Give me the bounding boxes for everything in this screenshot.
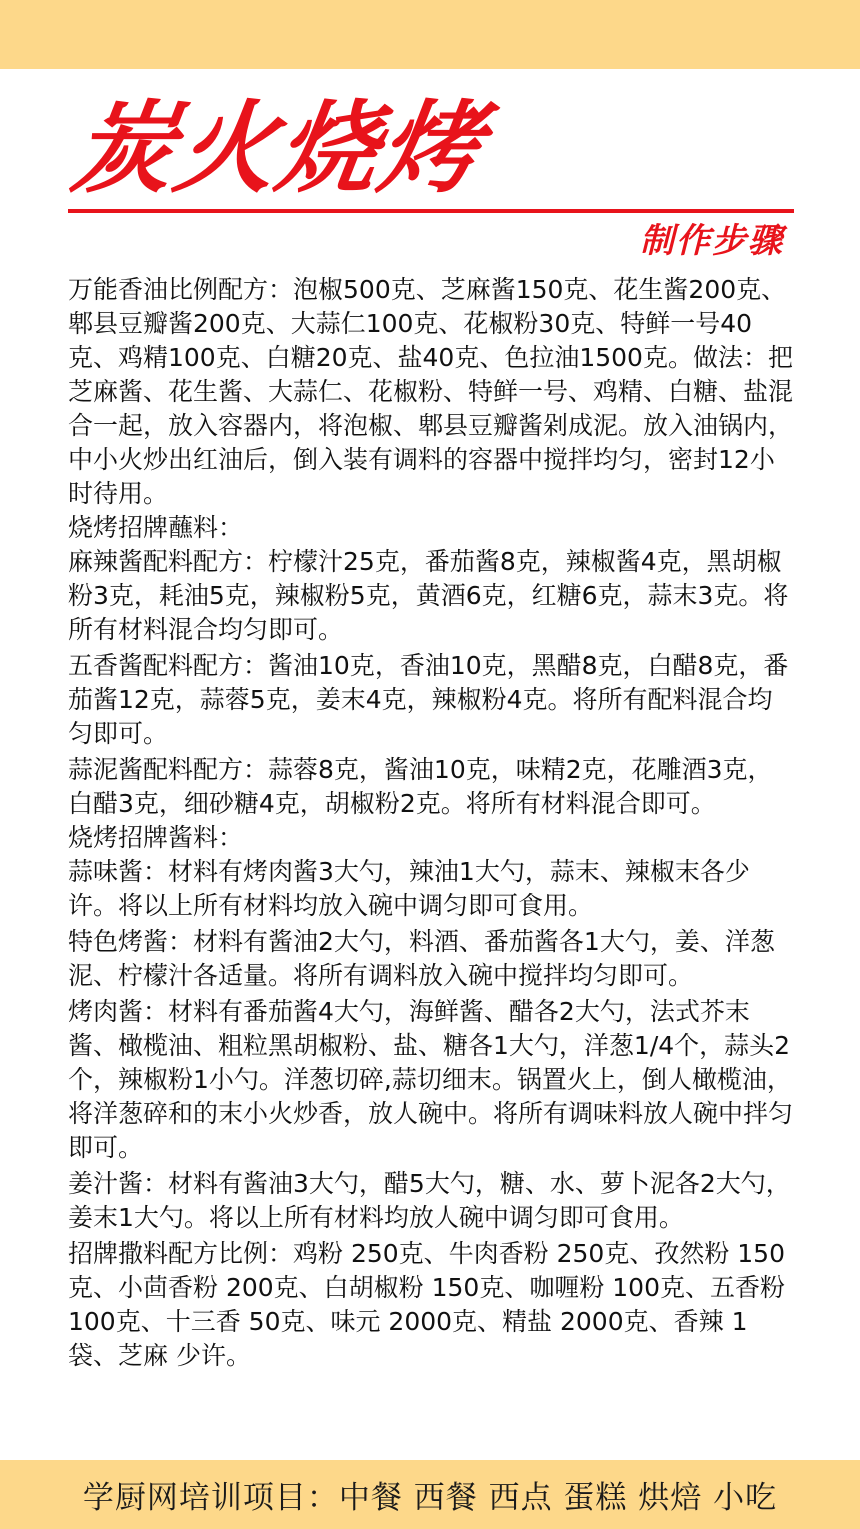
paragraph-ginger-sauce: 姜汁酱：材料有酱油3大勺，醋5大勺，糖、水、萝卜泥各2大勺，姜末1大勺。将以上所有材料均放人碗中调匀即可食用。 [68,1169,791,1232]
top-banner [0,0,860,69]
recipe-content [68,273,794,1373]
paragraph-five-spice-sauce: 五香酱配料配方：酱油10克，香油10克，黑醋8克，白醋8克，番茄酱12克，蒜蓉5克，姜末4克，辣椒粉4克。将所有配料混合均匀即可。 [68,651,789,748]
paragraph-meat-sauce: 烤肉酱：材料有番茄酱4大勺，海鲜酱、醋各2大勺，法式芥末酱、橄榄油、粗粒黑胡椒粉、盐、糖各1大勺，洋葱1/4个，蒜头2个，辣椒粉1小勺。洋葱切碎,蒜切细末。锅置火上，倒人橄榄油，将洋葱碎和的末小火炒香，放人碗中。将所有调味料放人碗中拌匀即可。 [68,997,794,1162]
paragraph-oil-recipe: 万能香油比例配方：泡椒500克、芝麻酱150克、花生酱200克、郫县豆瓣酱200克、大蒜仁100克、花椒粉30克、特鲜一号40克、鸡精100克、白糖20克、盐40克、色拉油1500克。做法：把芝麻酱、花生酱、大蒜仁、花椒粉、特鲜一号、鸡精、白糖、盐混合一起，放入容器内，将泡椒、郫县豆瓣酱剁成泥。放入油锅内，中小火炒出红油后，倒入装有调料的容器中搅拌均匀，密封12小时待用。 [68,275,794,508]
page-title: 炭火烧烤 [65,90,491,207]
paragraph-garlic-flavor-sauce: 蒜味酱：材料有烤肉酱3大勺，辣油1大勺，蒜末、辣椒末各少许。将以上所有材料均放入碗中调匀即可食用。 [68,857,750,920]
page-subtitle: 制作步骤 [640,221,784,261]
paragraph-seasoning-powder: 招牌撒料配方比例：鸡粉 250克、牛肉香粉 250克、孜然粉 150克、小茴香粉 200克、白胡椒粉 150克、咖喱粉 100克、五香粉 100克、十三香 50克、味元 2000克、精盐 2000克、香辣 1袋、芝麻 少许。 [68,1239,785,1370]
footer-text: 学厨网培训项目：中餐 西餐 西点 蛋糕 烘焙 小吃 [82,1480,778,1516]
title-underline [68,209,794,213]
paragraph-special-bbq-sauce: 特色烤酱：材料有酱油2大勺，料酒、番茄酱各1大勺，姜、洋葱泥、柠檬汁各适量。将所有调料放入碗中搅拌均匀即可。 [68,927,775,990]
bottom-banner [0,1460,860,1529]
paragraph-garlic-sauce: 蒜泥酱配料配方：蒜蓉8克，酱油10克，味精2克，花雕酒3克，白醋3克，细砂糖4克，胡椒粉2克。将所有材料混合即可。 [68,755,773,818]
section-heading-sauces: 烧烤招牌酱料： [68,823,244,852]
paragraph-spicy-sauce: 麻辣酱配料配方：柠檬汁25克，番茄酱8克，辣椒酱4克，黑胡椒粉3克，耗油5克，辣椒粉5克，黄酒6克，红糖6克，蒜末3克。将所有材料混合均匀即可。 [68,547,789,644]
section-heading-dips: 烧烤招牌蘸料： [68,513,244,542]
